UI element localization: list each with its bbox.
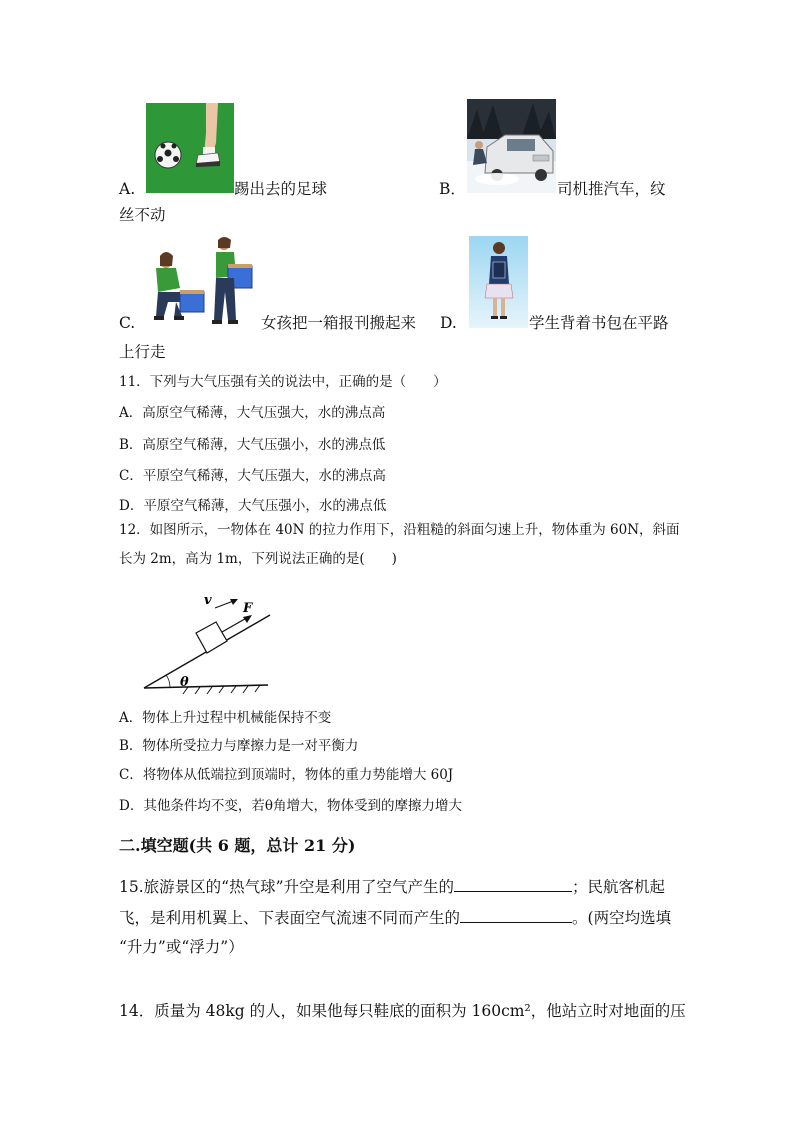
q11-option-d: D．平原空气稀薄，大气压强小，水的沸点低 <box>119 498 387 514</box>
option-d-letter: D. <box>440 314 457 332</box>
q11-option-c: C．平原空气稀薄，大气压强大，水的沸点高 <box>119 468 386 484</box>
girl-lifting-box-image <box>146 236 258 328</box>
option-a-caption: 踢出去的足球 <box>234 180 328 198</box>
option-a <box>119 178 135 200</box>
option-a-letter: A. <box>119 180 136 198</box>
q12-stem-line1: 12．如图所示，一物体在 40N 的拉力作用下，沿粗糙的斜面匀速上升，物体重为 60N，斜面 <box>119 522 680 538</box>
q15-line2-end: 。(两空均选填 <box>572 909 672 927</box>
soccer-kick-image <box>146 103 234 193</box>
option-d-caption-continued: 上行走 <box>119 343 166 361</box>
option-d-caption: 学生背着书包在平路 <box>529 314 669 332</box>
q15-line1-start: 15.旅游景区的“热气球”升空是利用了空气产生的 <box>119 878 454 896</box>
q12-option-d: D．其他条件均不变，若θ角增大，物体受到的摩擦力增大 <box>119 798 462 814</box>
q12-option-b: B．物体所受拉力与摩擦力是一对平衡力 <box>119 738 359 754</box>
q15-line2 <box>119 907 671 929</box>
incline-diagram <box>140 588 275 698</box>
force-label: F <box>243 601 253 616</box>
answer-blank-2[interactable] <box>460 907 572 923</box>
theta-label: θ <box>180 675 189 690</box>
answer-blank-1[interactable] <box>454 876 572 892</box>
car-push-image <box>467 99 556 193</box>
q15-line1-end: ；民航客机起 <box>572 878 666 896</box>
q11-stem: 11．下列与大气压强有关的说法中，正确的是（ ） <box>119 374 447 390</box>
q11-option-b: B．高原空气稀薄，大气压强小，水的沸点低 <box>119 437 386 453</box>
q15-line1 <box>119 876 665 898</box>
q15-line2-start: 飞，是利用机翼上、下表面空气流速不同而产生的 <box>119 909 461 927</box>
student-backpack-image <box>469 236 528 328</box>
option-b-caption: 司机推汽车，纹 <box>557 180 666 198</box>
section-title: 二.填空题(共 6 题，总计 21 分) <box>119 836 356 855</box>
option-c-caption: 女孩把一箱报刊搬起来 <box>261 314 417 332</box>
q12-option-c: C．将物体从低端拉到顶端时，物体的重力势能增大 60J <box>119 767 454 783</box>
q15-line3: “升力”或“浮力”） <box>119 938 244 956</box>
q11-option-a: A．高原空气稀薄，大气压强大，水的沸点高 <box>119 405 386 421</box>
velocity-label: v <box>204 593 212 608</box>
option-b-letter: B． <box>439 180 466 198</box>
q12-stem-line2: 长为 2m，高为 1m，下列说法正确的是( ) <box>119 551 397 567</box>
option-c-letter: C. <box>119 314 136 332</box>
q14-line1: 14．质量为 48kg 的人，如果他每只鞋底的面积为 160cm²，他站立时对地面的压 <box>119 1002 686 1020</box>
q12-option-a: A．物体上升过程中机械能保持不变 <box>119 710 332 726</box>
option-b-caption-continued: 丝不动 <box>119 206 166 224</box>
